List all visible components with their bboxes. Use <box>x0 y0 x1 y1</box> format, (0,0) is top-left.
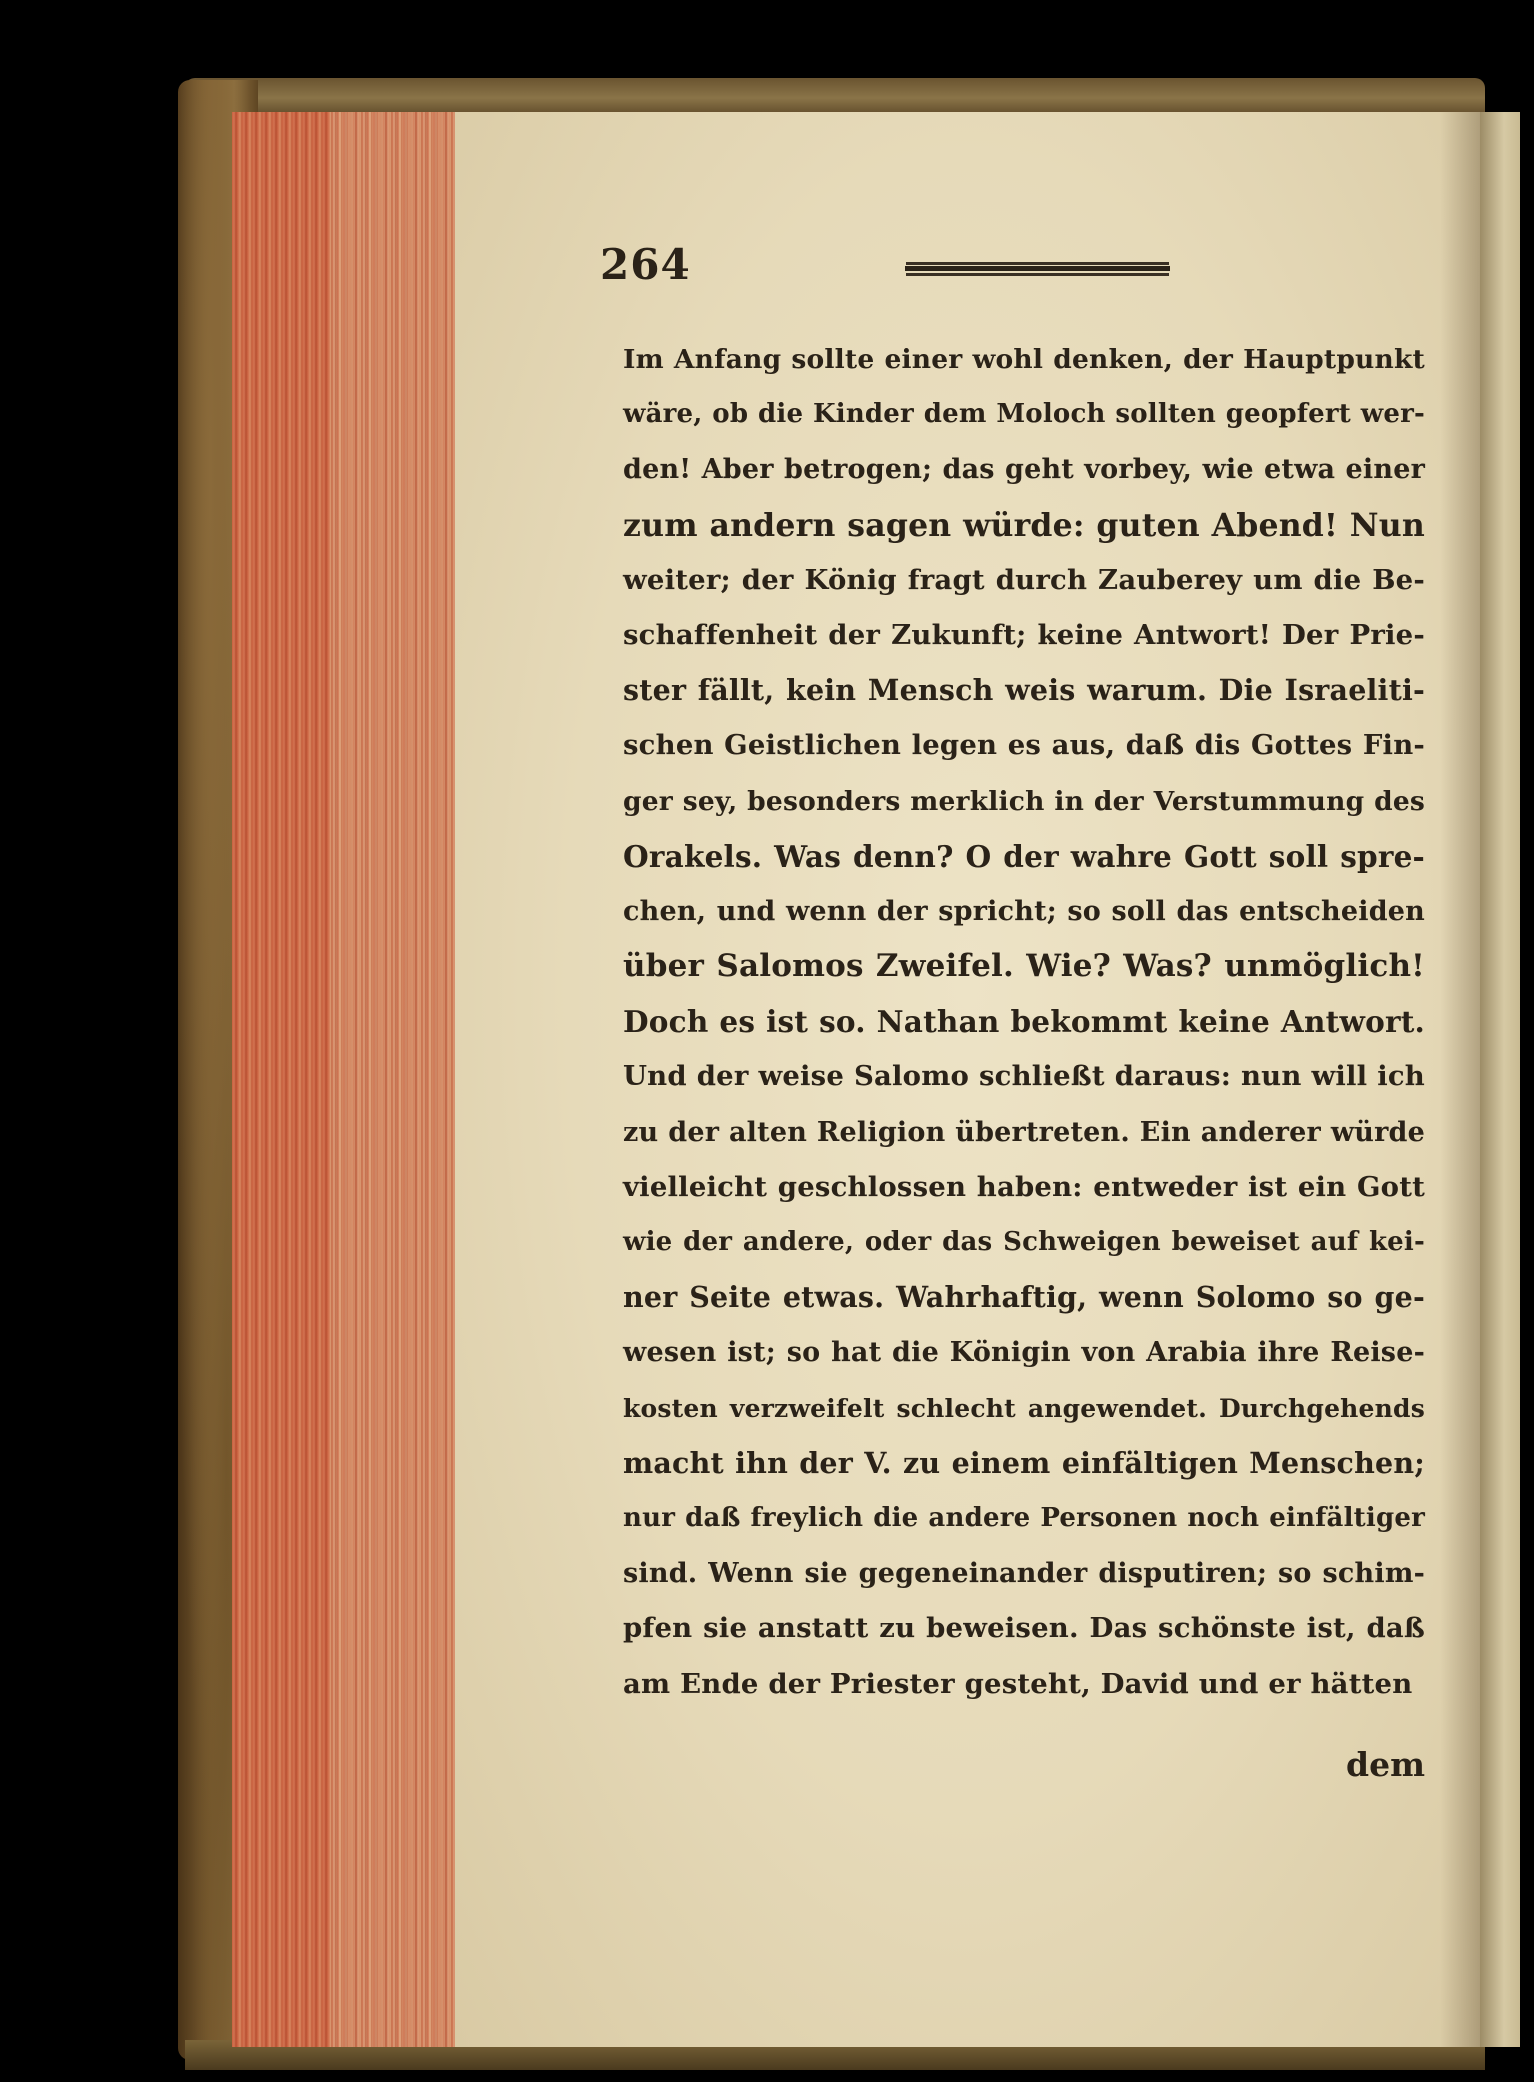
text-line: schen Geistlichen legen es aus, daß dis Gottes Fin- <box>623 729 1425 762</box>
page-gutter-shadow <box>1440 112 1480 2047</box>
page-number: 264 <box>600 240 691 289</box>
text-line: chen, und wenn der spricht; so soll das entscheiden <box>623 895 1425 927</box>
text-line: pfen sie anstatt zu beweisen. Das schönste ist, daß <box>623 1612 1425 1645</box>
text-line: kosten verzweifelt schlecht angewendet. Durchgehends <box>623 1393 1425 1423</box>
page-header <box>600 240 1170 300</box>
text-line: den! Aber betrogen; das geht vorbey, wie etwa einer <box>623 454 1425 486</box>
text-line: Doch es ist so. Nathan bekommt keine Antwort. <box>623 1004 1425 1040</box>
header-rule <box>905 266 1170 271</box>
text-line: Und der weise Salomo schließt daraus: nun will ich <box>623 1060 1425 1093</box>
text-line: ger sey, besonders merklich in der Verstummung des <box>623 785 1425 817</box>
text-line: zu der alten Religion übertreten. Ein anderer würde <box>623 1116 1425 1148</box>
text-line: schaffenheit der Zukunft; keine Antwort! Der Prie- <box>623 618 1425 651</box>
text-line: am Ende der Priester gesteht, David und er hätten <box>623 1667 1413 1700</box>
text-line: ner Seite etwas. Wahrhaftig, wenn Solomo so ge- <box>623 1280 1425 1315</box>
text-line: sind. Wenn sie gegeneinander disputiren; so schim- <box>623 1558 1425 1590</box>
text-line: über Salomos Zweifel. Wie? Was? unmöglich! <box>623 948 1425 985</box>
text-line: zum andern sagen würde: guten Abend! Nun <box>623 506 1425 544</box>
text-line: ster fällt, kein Mensch weis warum. Die Israeliti- <box>623 673 1425 708</box>
body-text <box>623 332 1425 1712</box>
text-line: nur daß freylich die andere Personen noch einfältiger <box>623 1502 1425 1533</box>
text-line: macht ihn der V. zu einem einfältigen Menschen; <box>623 1445 1425 1480</box>
text-line: Orakels. Was denn? O der wahre Gott soll spre- <box>623 838 1425 874</box>
text-line: Im Anfang sollte einer wohl denken, der Hauptpunkt <box>623 344 1425 375</box>
text-line: vielleicht geschlossen haben: entweder ist ein Gott <box>623 1170 1425 1203</box>
text-line: weiter; der König fragt durch Zauberey um die Be- <box>623 563 1425 596</box>
text-line: wäre, ob die Kinder dem Moloch sollten geopfert wer- <box>623 399 1425 430</box>
text-line: wie der andere, oder das Schweigen beweiset auf kei- <box>623 1227 1425 1257</box>
facing-page-edge <box>1480 112 1520 2047</box>
text-line: wesen ist; so hat die Königin von Arabia ihre Reise- <box>623 1337 1425 1369</box>
page-edges-highlight <box>330 112 462 2047</box>
catchword: dem <box>1346 1745 1425 1784</box>
